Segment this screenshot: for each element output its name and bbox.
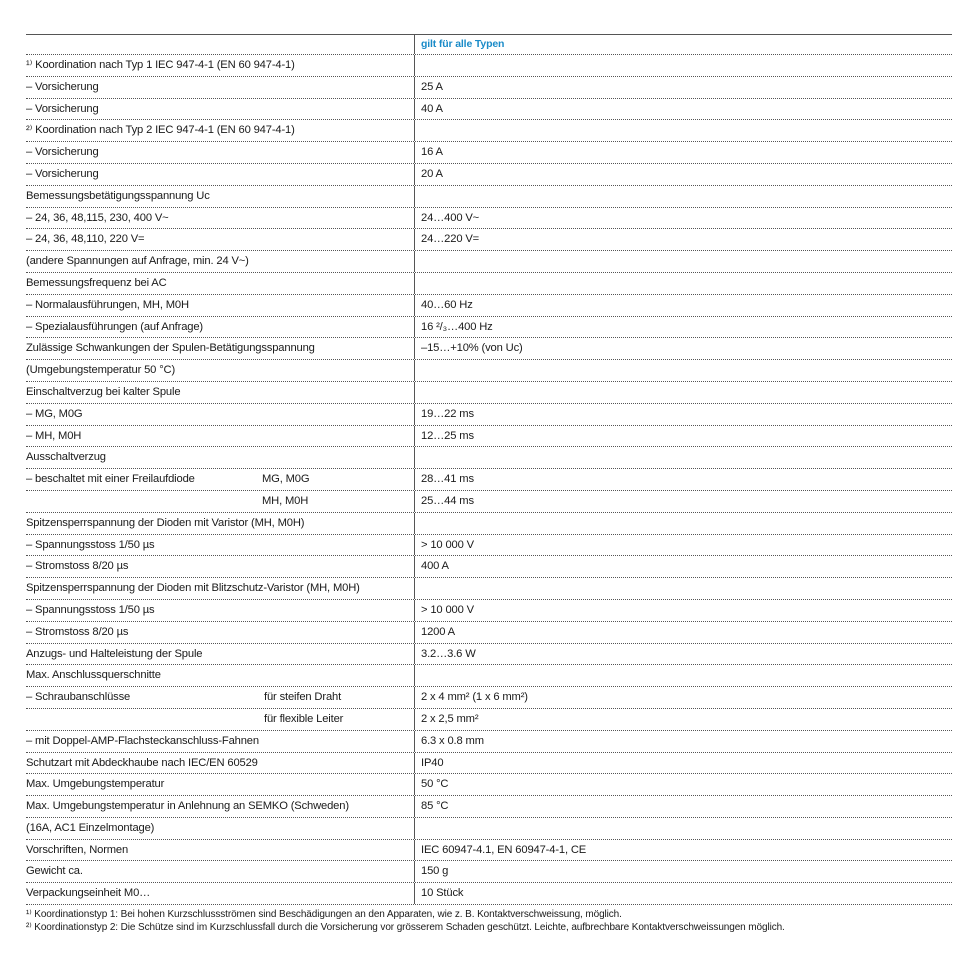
table-row: [26, 687, 952, 709]
applies-to-label: gilt für alle Typen: [421, 38, 505, 50]
table-row: [26, 665, 952, 687]
spec-label: Max. Anschlussquerschnitte: [26, 669, 161, 682]
spec-value-cell: [414, 251, 952, 272]
table-row: [26, 120, 952, 142]
spec-value-cell: [414, 535, 952, 556]
spec-label-cell: [26, 774, 414, 795]
spec-label-cell: [26, 665, 414, 686]
table-row: [26, 208, 952, 230]
table-row: [26, 426, 952, 448]
table-row: [26, 840, 952, 862]
spec-label-cell: [26, 77, 414, 98]
spec-label: – Vorsicherung: [26, 80, 99, 93]
spec-value-cell: [414, 578, 952, 599]
spec-value-cell: [414, 382, 952, 403]
table-row: [26, 251, 952, 273]
spec-value: 19…22 ms: [421, 407, 474, 420]
spec-value-cell: [414, 665, 952, 686]
spec-value-cell: [414, 426, 952, 447]
spec-sublabel: für flexible Leiter: [264, 712, 344, 725]
spec-label-cell: [26, 644, 414, 665]
table-row: [26, 622, 952, 644]
spec-value: 150 g: [421, 865, 449, 878]
spec-value-cell: [414, 622, 952, 643]
spec-label: – Spannungsstoss 1/50 µs: [26, 603, 155, 616]
spec-label-cell: [26, 861, 414, 882]
spec-label: Verpackungseinheit M0…: [26, 887, 151, 900]
spec-value-cell: [414, 273, 952, 294]
table-row: [26, 469, 952, 491]
table-row: [26, 491, 952, 513]
header-label-cell: [26, 35, 414, 54]
spec-value-cell: [414, 317, 952, 338]
spec-label-cell: [26, 513, 414, 534]
spec-label: Zulässige Schwankungen der Spulen-Betätigungsspannung: [26, 342, 315, 355]
spec-value: 24…220 V=: [421, 233, 480, 246]
table-row: [26, 535, 952, 557]
spec-value-cell: [414, 447, 952, 468]
table-row: [26, 317, 952, 339]
spec-value-cell: [414, 513, 952, 534]
spec-value: 25…44 ms: [421, 494, 474, 507]
spec-value-cell: [414, 55, 952, 76]
spec-value-cell: [414, 840, 952, 861]
spec-label: (andere Spannungen auf Anfrage, min. 24 V~): [26, 255, 249, 268]
spec-sublabel: MH, M0H: [262, 494, 309, 507]
spec-value: 25 A: [421, 80, 443, 93]
spec-label-cell: [26, 818, 414, 839]
spec-label: Bemessungsfrequenz bei AC: [26, 276, 167, 289]
spec-value: IEC 60947-4.1, EN 60947-4-1, CE: [421, 843, 587, 856]
spec-label-cell: [26, 491, 414, 512]
specification-table: [26, 34, 952, 905]
spec-value: 16 ²/₃…400 Hz: [421, 320, 493, 333]
spec-value-cell: [414, 556, 952, 577]
spec-label: – mit Doppel-AMP-Flachsteckanschluss-Fahnen: [26, 734, 259, 747]
spec-label-cell: [26, 404, 414, 425]
spec-value: 85 °C: [421, 800, 449, 813]
spec-sublabel: für steifen Draht: [264, 691, 342, 704]
spec-value-cell: [414, 753, 952, 774]
spec-value-cell: [414, 687, 952, 708]
table-row: [26, 818, 952, 840]
spec-value-cell: [414, 491, 952, 512]
table-row: [26, 556, 952, 578]
table-row: [26, 600, 952, 622]
spec-label-cell: [26, 142, 414, 163]
spec-label: Spitzensperrspannung der Dioden mit Blitzschutz-Varistor (MH, M0H): [26, 582, 360, 595]
spec-label: – 24, 36, 48,115, 230, 400 V~: [26, 211, 169, 224]
table-row: [26, 861, 952, 883]
spec-label: Vorschriften, Normen: [26, 843, 129, 856]
spec-label: – Vorsicherung: [26, 146, 99, 159]
spec-label: Anzugs- und Halteleistung der Spule: [26, 647, 203, 660]
spec-value-cell: [414, 229, 952, 250]
spec-label-cell: [26, 229, 414, 250]
table-row: [26, 77, 952, 99]
spec-value-cell: [414, 186, 952, 207]
spec-label-cell: [26, 447, 414, 468]
table-row: [26, 796, 952, 818]
spec-label-cell: [26, 273, 414, 294]
spec-label: – Vorsicherung: [26, 102, 99, 115]
spec-value: 20 A: [421, 167, 443, 180]
spec-value: 3.2…3.6 W: [421, 647, 476, 660]
spec-value: 400 A: [421, 560, 449, 573]
table-row: [26, 55, 952, 77]
spec-label-cell: [26, 840, 414, 861]
spec-label: – Schraubanschlüsse: [26, 691, 131, 704]
spec-value-cell: [414, 77, 952, 98]
table-row: [26, 186, 952, 208]
table-row: [26, 360, 952, 382]
spec-value-cell: [414, 360, 952, 381]
spec-label-cell: [26, 796, 414, 817]
spec-label-cell: [26, 578, 414, 599]
spec-label: Bemessungsbetätigungsspannung Uc: [26, 189, 210, 202]
spec-label-cell: [26, 360, 414, 381]
spec-label: – Normalausführungen, MH, M0H: [26, 298, 189, 311]
spec-label: – Spezialausführungen (auf Anfrage): [26, 320, 203, 333]
table-row: [26, 404, 952, 426]
spec-label-cell: [26, 622, 414, 643]
footnote-1: ¹⁾ Koordinationstyp 1: Bei hohen Kurzschlussströmen sind Beschädigungen an den Apparaten, wie z. B. Kontaktverschweissung, möglich.: [26, 909, 622, 920]
spec-label-cell: [26, 55, 414, 76]
spec-label-cell: [26, 208, 414, 229]
table-row: [26, 142, 952, 164]
table-row: [26, 338, 952, 360]
spec-label-cell: [26, 687, 414, 708]
spec-value-cell: [414, 818, 952, 839]
spec-sublabel: MG, M0G: [262, 473, 310, 486]
spec-label-cell: [26, 426, 414, 447]
spec-value: 50 °C: [421, 778, 449, 791]
spec-value-cell: [414, 731, 952, 752]
spec-label: – Stromstoss 8/20 µs: [26, 625, 129, 638]
spec-value-cell: [414, 295, 952, 316]
spec-value-cell: [414, 883, 952, 904]
spec-value: > 10 000 V: [421, 538, 474, 551]
spec-label: – Stromstoss 8/20 µs: [26, 560, 129, 573]
table-row: [26, 295, 952, 317]
spec-label: Ausschaltverzug: [26, 451, 106, 464]
spec-value: 16 A: [421, 146, 443, 159]
spec-label: Schutzart mit Abdeckhaube nach IEC/EN 60529: [26, 756, 258, 769]
spec-value: 2 x 2,5 mm²: [421, 712, 479, 725]
spec-label: – 24, 36, 48,110, 220 V=: [26, 233, 145, 246]
spec-value-cell: [414, 99, 952, 120]
spec-label-cell: [26, 382, 414, 403]
spec-label-cell: [26, 186, 414, 207]
table-row: [26, 883, 952, 905]
spec-value-cell: [414, 644, 952, 665]
spec-value: IP40: [421, 756, 444, 769]
footnotes: [26, 908, 952, 934]
spec-value: 1200 A: [421, 625, 455, 638]
table-row: [26, 273, 952, 295]
spec-value: 6.3 x 0.8 mm: [421, 734, 484, 747]
spec-label: – MH, M0H: [26, 429, 82, 442]
spec-label: Gewicht ca.: [26, 865, 83, 878]
spec-label-cell: [26, 317, 414, 338]
footnote-2: ²⁾ Koordinationstyp 2: Die Schütze sind im Kurzschlussfall durch die Vorsicherung vor grösserem Schaden geschützt. Leichte, aufbrechbare Kontaktverschweissungen möglich.: [26, 922, 785, 933]
table-row: [26, 709, 952, 731]
spec-label: (16A, AC1 Einzelmontage): [26, 821, 155, 834]
spec-label-cell: [26, 469, 414, 490]
spec-value: 40…60 Hz: [421, 298, 473, 311]
table-header: [26, 35, 952, 55]
table-row: [26, 164, 952, 186]
spec-label-cell: [26, 295, 414, 316]
spec-label: – Spannungsstoss 1/50 µs: [26, 538, 155, 551]
table-row: [26, 229, 952, 251]
spec-value-cell: [414, 404, 952, 425]
spec-label-cell: [26, 251, 414, 272]
spec-label: – Vorsicherung: [26, 167, 99, 180]
table-body: [26, 55, 952, 905]
spec-label: Max. Umgebungstemperatur in Anlehnung an SEMKO (Schweden): [26, 800, 349, 813]
spec-label: ¹⁾ Koordination nach Typ 1 IEC 947-4-1 (EN 60 947-4-1): [26, 59, 295, 71]
spec-value: 12…25 ms: [421, 429, 474, 442]
spec-label-cell: [26, 709, 414, 730]
spec-label-cell: [26, 753, 414, 774]
spec-value-cell: [414, 774, 952, 795]
spec-label-cell: [26, 883, 414, 904]
spec-value: 10 Stück: [421, 887, 464, 900]
spec-label-cell: [26, 556, 414, 577]
spec-value: 28…41 ms: [421, 473, 474, 486]
spec-value-cell: [414, 796, 952, 817]
table-row: [26, 99, 952, 121]
spec-value-cell: [414, 142, 952, 163]
header-value-cell: [414, 35, 952, 54]
spec-value-cell: [414, 469, 952, 490]
spec-value-cell: [414, 208, 952, 229]
spec-value: –15…+10% (von Uc): [421, 342, 523, 355]
spec-label: ²⁾ Koordination nach Typ 2 IEC 947-4-1 (EN 60 947-4-1): [26, 124, 295, 137]
spec-value: 40 A: [421, 102, 443, 115]
spec-value-cell: [414, 861, 952, 882]
spec-label-cell: [26, 99, 414, 120]
table-row: [26, 753, 952, 775]
table-row: [26, 447, 952, 469]
spec-value: > 10 000 V: [421, 603, 474, 616]
table-row: [26, 578, 952, 600]
spec-label-cell: [26, 535, 414, 556]
spec-value: 2 x 4 mm² (1 x 6 mm²): [421, 691, 528, 704]
table-row: [26, 644, 952, 666]
spec-label-cell: [26, 164, 414, 185]
spec-label-cell: [26, 731, 414, 752]
spec-label-cell: [26, 120, 414, 141]
table-row: [26, 382, 952, 404]
table-row: [26, 731, 952, 753]
spec-label: Einschaltverzug bei kalter Spule: [26, 385, 181, 398]
spec-label: Max. Umgebungstemperatur: [26, 778, 165, 791]
spec-value-cell: [414, 120, 952, 141]
table-row: [26, 513, 952, 535]
spec-label: (Umgebungstemperatur 50 °C): [26, 364, 176, 377]
spec-label-cell: [26, 600, 414, 621]
spec-value-cell: [414, 600, 952, 621]
spec-value-cell: [414, 709, 952, 730]
spec-value-cell: [414, 164, 952, 185]
spec-label: – beschaltet mit einer Freilaufdiode: [26, 473, 195, 486]
spec-label-cell: [26, 338, 414, 359]
spec-label: – MG, M0G: [26, 407, 83, 420]
spec-label: Spitzensperrspannung der Dioden mit Varistor (MH, M0H): [26, 516, 305, 529]
spec-value-cell: [414, 338, 952, 359]
table-row: [26, 774, 952, 796]
spec-value: 24…400 V~: [421, 211, 480, 224]
